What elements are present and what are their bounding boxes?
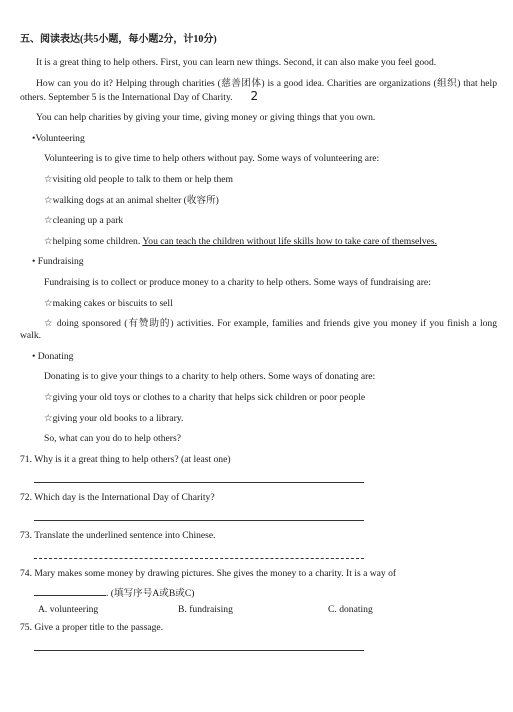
passage-paragraph-3: You can help charities by giving your time, giving money or giving things that you own. bbox=[36, 112, 376, 124]
volunteering-item-2: ☆walking dogs at an animal shelter (收容所) bbox=[44, 194, 219, 206]
option-b[interactable]: B. fundraising bbox=[178, 603, 233, 615]
fundraising-description: Fundraising is to collect or produce money to a charity to help others. Some ways of fundraising are: bbox=[44, 276, 431, 288]
answer-line-75[interactable] bbox=[34, 638, 364, 651]
handwritten-mark: 2 bbox=[250, 88, 259, 103]
underlined-sentence: You can teach the children without life skills how to take care of themselves. bbox=[142, 235, 438, 247]
fundraising-item-2: ☆ doing sponsored (有赞助的) activities. For example, families and friends give you money if you finish a long walk. bbox=[20, 318, 497, 342]
closing-question: So, what can you do to help others? bbox=[44, 433, 181, 445]
question-71: 71. Why is it a great thing to help others? (at least one) bbox=[20, 453, 231, 465]
volunteering-item-1: ☆visiting old people to talk to them or help them bbox=[44, 173, 233, 185]
answer-line-73[interactable] bbox=[34, 546, 364, 559]
section-heading: 五、阅读表达(共5小题，每小题2分，计10分) bbox=[20, 34, 217, 45]
question-72: 72. Which day is the International Day of Charity? bbox=[20, 491, 215, 503]
option-c[interactable]: C. donating bbox=[328, 603, 373, 615]
passage-paragraph-2 bbox=[20, 78, 497, 104]
question-74-blank-row bbox=[20, 586, 497, 600]
answer-blank-74[interactable] bbox=[34, 586, 106, 596]
question-74-instruction: . (填写序号A或B或C) bbox=[106, 587, 195, 599]
donating-item-1: ☆giving your old toys or clothes to a charity that helps sick children or poor people bbox=[44, 391, 366, 403]
passage-paragraph-2-text: How can you do it? Helping through charities (慈善团体) is a good idea. Charities are organizations (组织) that help others. September 5 is the International Day of Charity. bbox=[20, 77, 497, 103]
passage-paragraph-1: It is a great thing to help others. First, you can learn new things. Second, it can also make you feel good. bbox=[36, 57, 437, 68]
volunteering-title: •Volunteering bbox=[32, 132, 85, 144]
answer-line-72[interactable] bbox=[34, 508, 364, 521]
fundraising-item-1: ☆making cakes or biscuits to sell bbox=[44, 297, 173, 309]
volunteering-item-4-prefix: ☆helping some children. bbox=[44, 235, 143, 247]
question-75: 75. Give a proper title to the passage. bbox=[20, 621, 164, 633]
donating-item-2: ☆giving your old books to a library. bbox=[44, 412, 184, 424]
volunteering-item-4 bbox=[44, 236, 497, 248]
option-a[interactable]: A. volunteering bbox=[38, 603, 99, 615]
fundraising-title: • Fundraising bbox=[32, 256, 84, 268]
volunteering-item-3: ☆cleaning up a park bbox=[44, 215, 124, 227]
question-73: 73. Translate the underlined sentence into Chinese. bbox=[20, 529, 216, 541]
answer-line-71[interactable] bbox=[34, 470, 364, 483]
question-74-options bbox=[38, 604, 497, 616]
donating-description: Donating is to give your things to a charity to help others. Some ways of donating are: bbox=[44, 371, 376, 383]
volunteering-description: Volunteering is to give time to help others without pay. Some ways of volunteering are: bbox=[44, 153, 380, 165]
question-74: 74. Mary makes some money by drawing pictures. She gives the money to a charity. It is a way of bbox=[20, 567, 397, 579]
donating-title: • Donating bbox=[32, 350, 74, 362]
